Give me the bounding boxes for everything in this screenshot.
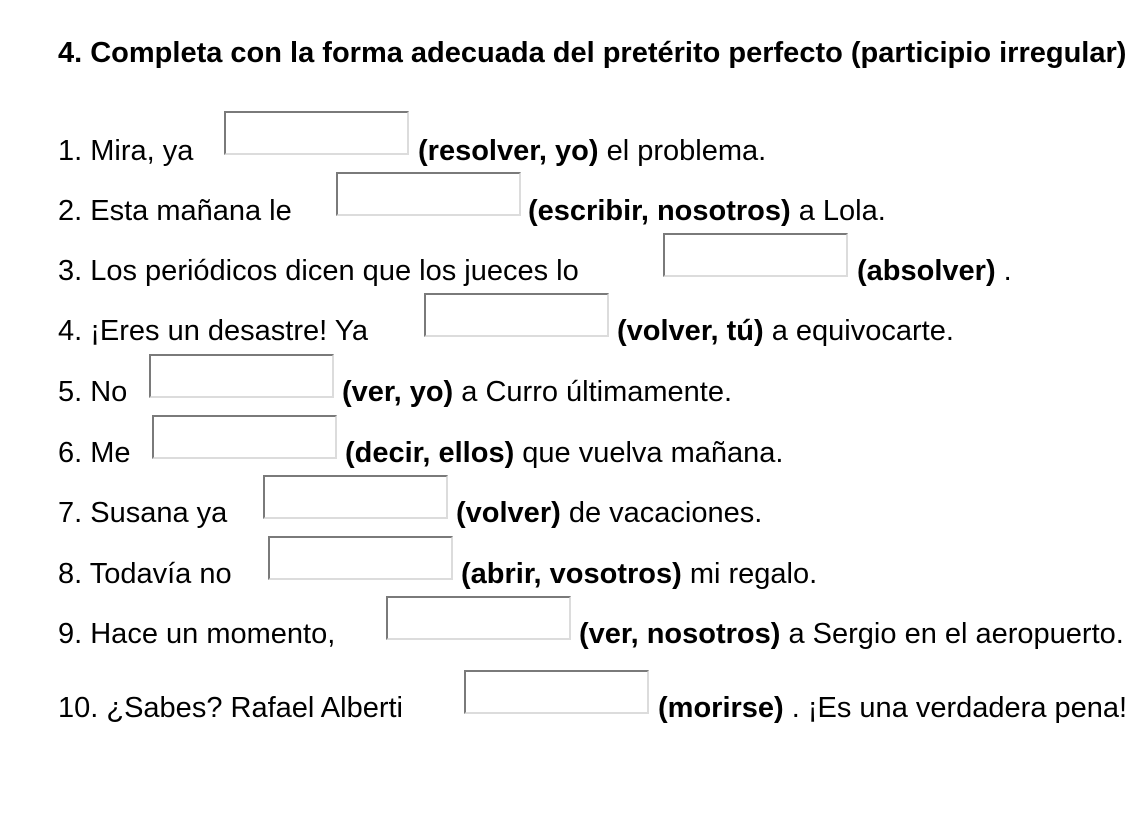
answer-input-5[interactable] [149,354,334,398]
item-text-before: 2. Esta mañana le [58,195,292,227]
exercise-title: 4. Completa con la forma adecuada del pretérito perfecto (participio irregular) [58,37,1127,69]
verb-hint: (ver, nosotros) [579,618,781,650]
item-text-before: 3. Los periódicos dicen que los jueces lo [58,255,579,287]
verb-hint: (abrir, vosotros) [461,558,682,590]
answer-input-2[interactable] [336,172,521,216]
exercise-item-10-tail [658,691,1127,726]
exercise-item-8-tail [461,557,817,592]
answer-input-4[interactable] [424,293,609,337]
item-text-before: 5. No [58,376,128,408]
exercise-item-10 [58,691,403,726]
item-text-before: 9. Hace un momento, [58,618,336,650]
item-text-after: a Curro últimamente. [453,376,733,408]
answer-input-10[interactable] [464,670,649,714]
item-text-before: 6. Me [58,437,131,469]
exercise-item-5-tail [342,375,732,410]
exercise-item-4 [58,314,368,349]
exercise-item-7-tail [456,496,762,531]
exercise-item-2-tail [528,194,886,229]
item-text-after: que vuelva mañana. [514,437,784,469]
item-text-after: . [995,255,1012,287]
item-text-after: . ¡Es una verdadera pena! [783,692,1127,724]
exercise-item-1 [58,134,193,169]
verb-hint: (ver, yo) [342,376,454,408]
item-text-after: a Lola. [790,195,886,227]
exercise-item-3-tail [857,254,1012,289]
exercise-item-6-tail [345,436,783,471]
item-text-before: 1. Mira, ya [58,135,194,167]
item-text-before: 4. ¡Eres un desastre! Ya [58,315,369,347]
verb-hint: (resolver, yo) [418,135,599,167]
exercise-item-4-tail [617,314,954,349]
verb-hint: (morirse) [658,692,784,724]
verb-hint: (volver) [456,497,561,529]
exercise-item-1-tail [418,134,766,169]
exercise-item-9-tail [579,617,1124,652]
verb-hint: (volver, tú) [617,315,764,347]
exercise-item-9 [58,617,335,652]
item-text-before: 8. Todavía no [58,558,232,590]
item-text-after: a Sergio en el aeropuerto. [780,618,1124,650]
exercise-item-7 [58,496,227,531]
verb-hint: (decir, ellos) [345,437,515,469]
item-text-before: 10. ¿Sabes? Rafael Alberti [58,692,403,724]
verb-hint: (absolver) [857,255,996,287]
exercise-item-6 [58,436,131,471]
exercise-item-8 [58,557,232,592]
exercise-item-3 [58,254,579,289]
answer-input-7[interactable] [263,475,448,519]
answer-input-9[interactable] [386,596,571,640]
answer-input-3[interactable] [663,233,848,277]
exercise-item-5 [58,375,127,410]
item-text-after: mi regalo. [681,558,818,590]
item-text-after: de vacaciones. [560,497,763,529]
exercise-item-2 [58,194,292,229]
item-text-after: el problema. [598,135,767,167]
item-text-after: a equivocarte. [763,315,954,347]
answer-input-1[interactable] [224,111,409,155]
answer-input-8[interactable] [268,536,453,580]
verb-hint: (escribir, nosotros) [528,195,791,227]
item-text-before: 7. Susana ya [58,497,228,529]
answer-input-6[interactable] [152,415,337,459]
